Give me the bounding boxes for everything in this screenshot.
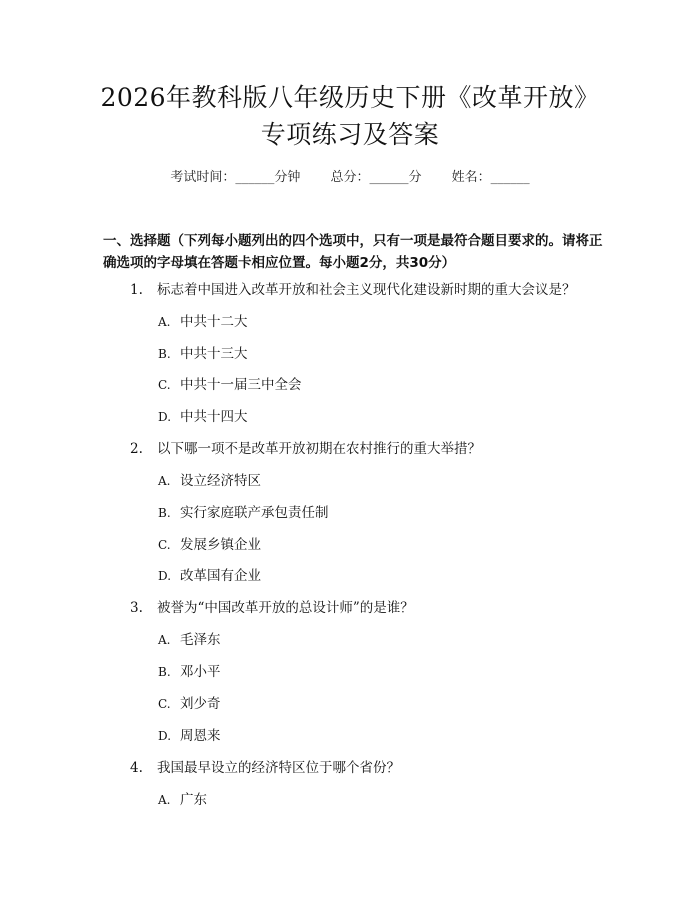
option-text: 中共十三大 <box>180 346 248 362</box>
option-letter: A. <box>158 474 171 488</box>
option-4a <box>158 790 207 810</box>
option-letter: C. <box>158 538 171 552</box>
question-1 <box>130 280 576 300</box>
option-text: 中共十四大 <box>180 409 248 425</box>
option-3b <box>158 662 221 682</box>
option-text: 刘少奇 <box>180 696 221 712</box>
option-text: 发展乡镇企业 <box>180 537 261 553</box>
option-1a <box>158 312 248 332</box>
question-text: 被誉为“中国改革开放的总设计师”的是谁？ <box>157 600 414 616</box>
question-text: 以下哪一项不是改革开放初期在农村推行的重大举措？ <box>157 441 481 457</box>
question-2 <box>130 439 481 459</box>
option-2a <box>158 471 261 491</box>
option-3d <box>158 726 221 746</box>
question-3 <box>130 598 414 618</box>
option-1c <box>158 375 302 395</box>
section-heading: 一、选择题（下列每小题列出的四个选项中，只有一项是最符合题目要求的。请将正确选项的字母填在答题卡相应位置。每小题2分，共30分） <box>103 233 603 271</box>
option-1d <box>158 407 248 427</box>
option-letter: D. <box>158 729 172 743</box>
option-letter: C. <box>158 697 171 711</box>
page-title: 2026年教科版八年级历史下册《改革开放》 <box>100 83 600 112</box>
option-text: 周恩来 <box>180 728 221 744</box>
option-letter: D. <box>158 410 172 424</box>
option-letter: A. <box>158 793 171 807</box>
question-text: 我国最早设立的经济特区位于哪个省份？ <box>157 760 400 776</box>
page-subtitle: 专项练习及答案 <box>260 120 440 149</box>
option-2b <box>158 503 329 523</box>
option-letter: D. <box>158 569 172 583</box>
option-letter: A. <box>158 315 171 329</box>
option-text: 中共十一届三中全会 <box>180 377 302 393</box>
question-number: 1. <box>130 282 143 298</box>
option-text: 中共十二大 <box>180 314 248 330</box>
option-2c <box>158 535 261 555</box>
name-field: 姓名：______ <box>451 170 530 185</box>
question-text: 标志着中国进入改革开放和社会主义现代化建设新时期的重大会议是？ <box>157 282 576 298</box>
option-letter: C. <box>158 378 171 392</box>
option-text: 邓小平 <box>180 664 221 680</box>
exam-meta <box>0 168 700 188</box>
option-3c <box>158 694 221 714</box>
question-number: 3. <box>130 600 143 616</box>
option-text: 实行家庭联产承包责任制 <box>180 505 329 521</box>
option-letter: B. <box>158 665 171 679</box>
exam-time-field: 考试时间：______分钟 <box>170 170 301 185</box>
option-text: 改革国有企业 <box>180 568 261 584</box>
option-letter: B. <box>158 506 171 520</box>
option-letter: B. <box>158 347 171 361</box>
question-number: 4. <box>130 760 143 776</box>
option-text: 设立经济特区 <box>180 473 261 489</box>
option-text: 广东 <box>180 792 207 808</box>
option-3a <box>158 630 221 650</box>
option-1b <box>158 344 248 364</box>
option-letter: A. <box>158 633 171 647</box>
option-2d <box>158 566 261 586</box>
question-number: 2. <box>130 441 143 457</box>
total-score-field: 总分：______分 <box>330 170 422 185</box>
option-text: 毛泽东 <box>180 632 221 648</box>
question-4 <box>130 758 400 778</box>
